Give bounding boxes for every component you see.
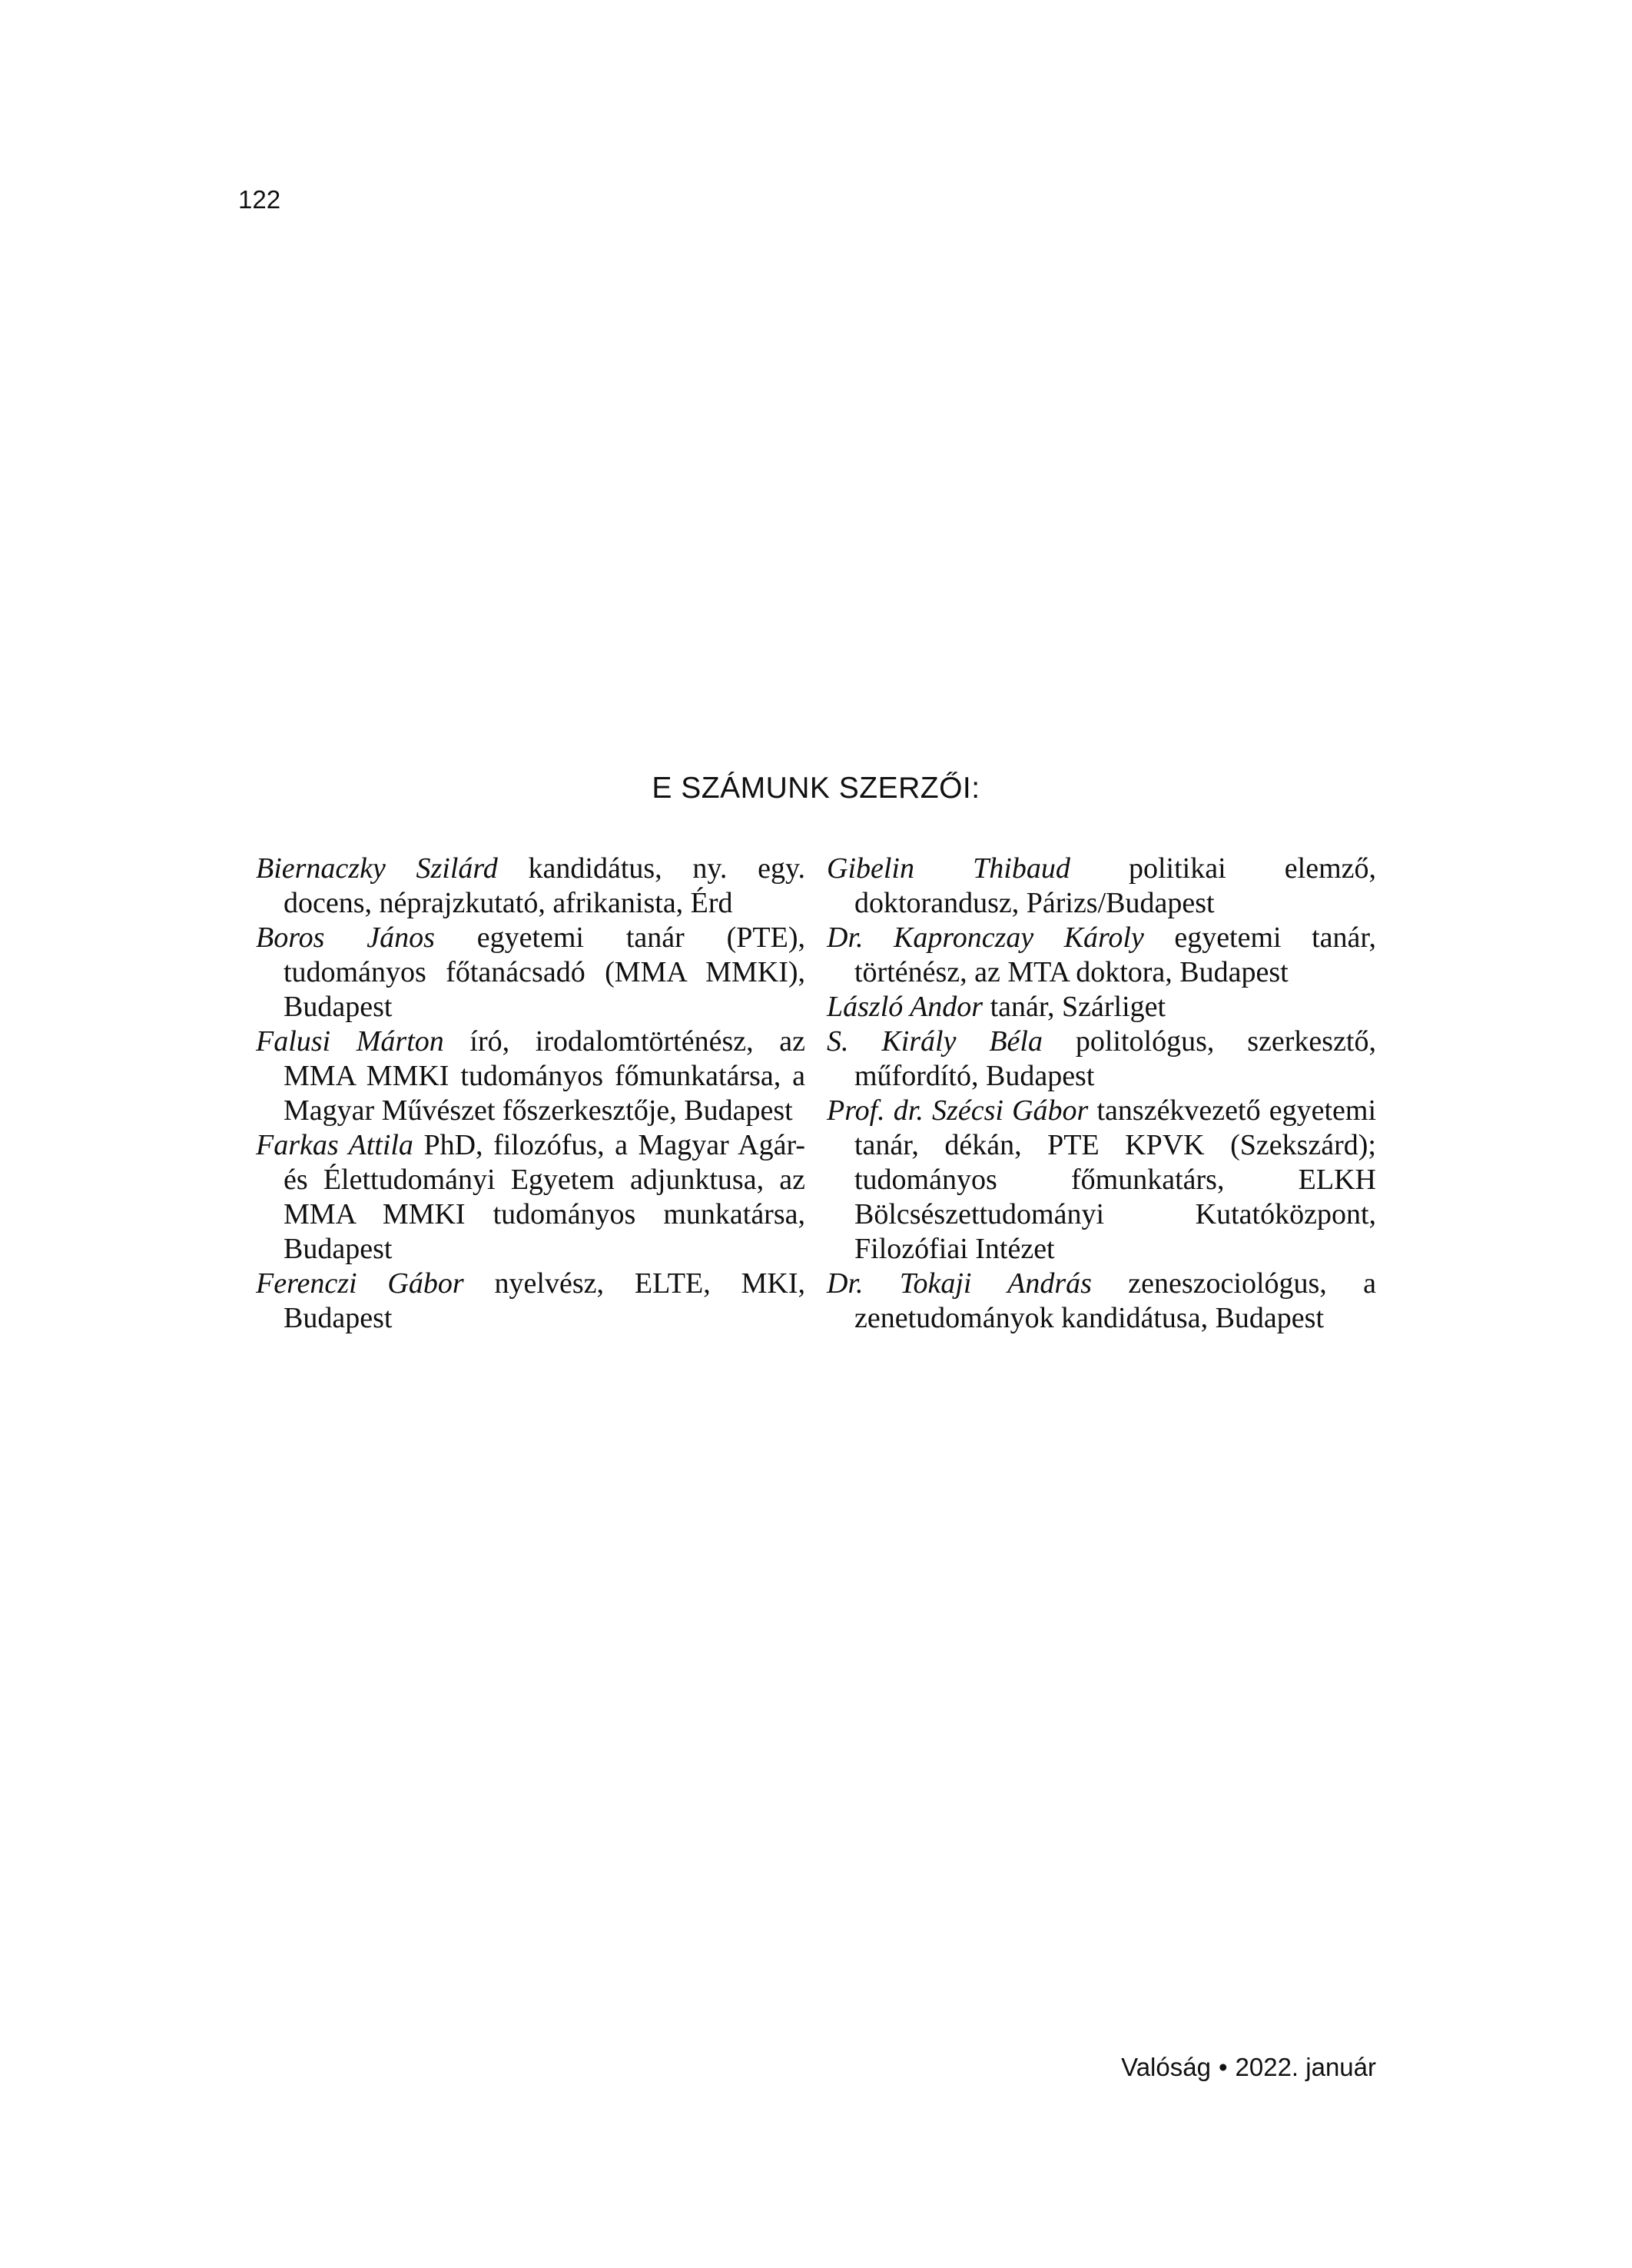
- author-entry: [256, 1267, 805, 1336]
- author-entry: [827, 990, 1376, 1024]
- author-name: Falusi Márton: [256, 1025, 444, 1058]
- author-entry: [827, 921, 1376, 990]
- author-role: politikai elemző, doktorandusz, Párizs/Budapest: [854, 852, 1376, 919]
- author-name: Ferenczi Gábor: [256, 1267, 464, 1300]
- author-name: Gibelin Thibaud: [827, 852, 1070, 885]
- author-name: Farkas Attila: [256, 1129, 413, 1161]
- author-role: PhD, filozófus, a Magyar Agár- és Élettudományi Egyetem adjunktusa, az MMA MMKI tudományos munkatársa, Budapest: [284, 1129, 805, 1265]
- author-role: egyetemi tanár (PTE), tudományos főtanácsadó (MMA MMKI), Budapest: [284, 921, 805, 1023]
- author-name: Dr. Kapronczay Károly: [827, 921, 1144, 954]
- author-role: tanár, Szárliget: [990, 991, 1166, 1023]
- author-name: Prof. dr. Szécsi Gábor: [827, 1094, 1089, 1127]
- bullet-separator: •: [1218, 2053, 1228, 2081]
- author-entry: [256, 1024, 805, 1128]
- author-name: Boros János: [256, 921, 435, 954]
- issue-date: 2022. január: [1235, 2053, 1376, 2081]
- author-role: politológus, szerkesztő, műfordító, Budapest: [854, 1025, 1376, 1092]
- author-entry: [827, 852, 1376, 921]
- author-name: Biernaczky Szilárd: [256, 852, 498, 885]
- author-entry: [256, 921, 805, 1024]
- author-entry: [256, 1128, 805, 1267]
- author-entry: [256, 852, 805, 921]
- journal-name: Valóság: [1121, 2053, 1211, 2081]
- author-role: kandidátus, ny. egy. docens, néprajzkutató, afrikanista, Érd: [284, 852, 806, 919]
- authors-column-right: [827, 852, 1376, 1336]
- author-entry: [827, 1094, 1376, 1267]
- author-role: egyetemi tanár, történész, az MTA doktora, Budapest: [854, 921, 1376, 988]
- author-role: nyelvész, ELTE, MKI, Budapest: [284, 1267, 806, 1334]
- section-title: E SZÁMUNK SZERZŐI:: [652, 772, 980, 805]
- author-name: László Andor: [827, 991, 984, 1023]
- author-entry: [827, 1024, 1376, 1094]
- author-role: zeneszociológus, a zenetudományok kandidátusa, Budapest: [854, 1267, 1377, 1334]
- author-name: Dr. Tokaji András: [827, 1267, 1092, 1300]
- author-entry: [827, 1267, 1376, 1336]
- author-role: író, irodalomtörténész, az MMA MMKI tudományos főmunkatársa, a Magyar Művészet főszerkesztője, Budapest: [284, 1025, 806, 1127]
- author-name: S. Király Béla: [827, 1025, 1043, 1058]
- authors-column-left: [256, 852, 805, 1336]
- page-number: 122: [238, 185, 281, 214]
- author-role: tanszékvezető egyetemi tanár, dékán, PTE KPVK (Szekszárd); tudományos főmunkatárs, ELKH Bölcsészettudományi Kutatóközpont, Filozófiai Intézet: [854, 1094, 1377, 1265]
- footer-journal-issue: [1121, 2052, 1376, 2083]
